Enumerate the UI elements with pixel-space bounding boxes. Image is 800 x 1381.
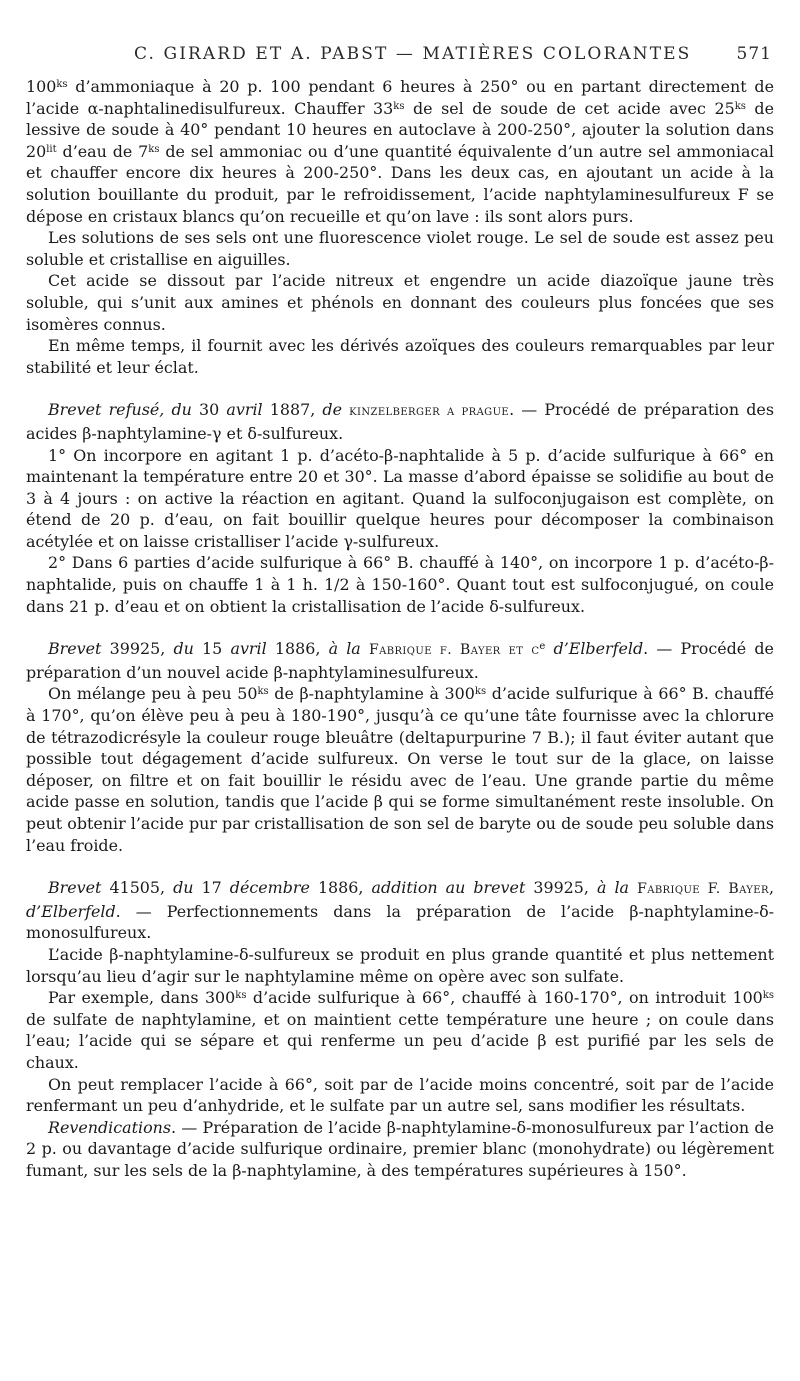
paragraph-3: Cet acide se dissout par l’acide nitreux et engendre un acide diazoïque jaune très soluble, qui s’unit aux amines et phénols en donnant des couleurs plus foncées que ses isomères connus. <box>26 271 774 334</box>
document-page <box>26 40 774 1182</box>
paragraph-13: On peut remplacer l’acide à 66°, soit par de l’acide moins concentré, soit par de l’acide renfermant un peu d’anhydride, et le sulfate par un autre sel, sans modifier les résultats. <box>26 1074 774 1116</box>
page-header <box>26 40 774 76</box>
section-gap <box>26 378 774 399</box>
patent-heading-refused: Brevet refusé, du 30 avril 1887, de kinzelberger a prague. — Procédé de préparation des acides β-naphtylamine-γ et δ-sulfureux. <box>26 400 774 443</box>
paragraph-6: 1° On incorpore en agitant 1 p. d’acéto-β-naphtalide à 5 p. d’acide sulfurique à 66° en maintenant la température entre 20 et 30°. La masse d’abord épaisse se solidifie au bout de 3 à 4 jours : on active la réaction en agitant. Quand la sulfoconjugaison est complète, on étend de 20 p. d’eau, on fait bouillir quelque heures pour décomposer la combinaison acétylée et on laisse cristalliser l’acide γ-sulfureux. <box>26 445 774 551</box>
patent-heading-39925: Brevet 39925, du 15 avril 1886, à la Fabrique f. Bayer et $c^e$ d’Elberfeld. — Procédé de préparation d’un nouvel acide β-naphtylaminesulfureux. <box>26 639 774 682</box>
page-number: 571 <box>736 44 772 64</box>
patent-heading-41505: Brevet 41505, du 17 décembre 1886, addition au brevet 39925, à la Fabrique F. Bayer, d’Elberfeld. — Perfectionnements dans la préparation de l’acide β-naphtylamine-δ-monosulfureux. <box>26 878 774 943</box>
paragraph-2: Les solutions de ses sels ont une fluorescence violet rouge. Le sel de soude est assez peu soluble et cristallise en aiguilles. <box>26 228 774 269</box>
body-text <box>26 76 774 1182</box>
section-gap <box>26 856 774 877</box>
section-gap <box>26 617 774 638</box>
paragraph-9: On mélange peu à peu $50^{ks}$ de β-naphtylamine à $300^{ks}$ d’acide sulfurique à 66° B. chauffé à 170°, qu’on élève peu à peu à 180-190°, jusqu’à ce qu’une tâte fournisse avec la chlorure de tétrazodicrésyle la couleur rouge bleuâtre (deltapurpurine 7 B.); il faut éviter autant que possible tout dégagement d’acide sulfureux. On verse le tout sur de la glace, on laisse déposer, on filtre et on fait bouillir le résidu avec de l’eau. Une grande partie du même acide passe en solution, tandis que l’acide β qui se forme simultanément reste insoluble. On peut obtenir l’acide pur par cristallisation de son sel de baryte ou de soude peu soluble dans l’eau froide. <box>26 684 775 855</box>
paragraph-12: Par exemple, dans $300^{ks}$ d’acide sulfurique à 66°, chauffé à 160-170°, on introduit $100^{ks}$ de sulfate de naphtylamine, et on maintient cette température une heure ; on coule dans l’eau; l’acide qui se sépare et qui renferme un peu d’acide β est purifié par les sels de chaux. <box>26 988 774 1072</box>
paragraph-11: L’acide β-naphtylamine-δ-sulfureux se produit en plus grande quantité et plus nettement lorsqu’au lieu d’agir sur le naphtylamine même on opère avec son sulfate. <box>26 944 774 986</box>
paragraph-4: En même temps, il fournit avec les dérivés azoïques des couleurs remarquables par leur stabilité et leur éclat. <box>26 336 774 377</box>
paragraph-7: 2° Dans 6 parties d’acide sulfurique à 66° B. chauffé à 140°, on incorpore 1 p. d’acéto-β-naphtalide, puis on chauffe 1 à 1 h. 1/2 à 150-160°. Quant tout est sulfoconjugué, on coule dans 21 p. d’eau et on obtient la cristallisation de l’acide δ-sulfureux. <box>26 553 774 616</box>
claims-paragraph: Revendications. — Préparation de l’acide β-naphtylamine-δ-monosulfureux par l’action de 2 p. ou davantage d’acide sulfurique ordinaire, premier blanc (monohydrate) ou légèrement fumant, sur les sels de la β-naphtylamine, à des températures supérieures à 150°. <box>26 1117 774 1180</box>
running-title: C. GIRARD ET A. PABST — MATIÈRES COLORANTES <box>134 44 692 64</box>
paragraph-1: $100^{ks}$ d’ammoniaque à 20 p. 100 pendant 6 heures à 250° ou en partant directement de l’acide α-naphtalinedisulfureux. Chauffer $33^{ks}$ de sel de soude de cet acide avec $25^{ks}$ de lessive de soude à 40° pendant 10 heures en autoclave à 200-250°, ajouter la solution dans $20^{lit}$ d’eau de $7^{ks}$ de sel ammoniac ou d’une quantité équivalente d’un autre sel ammoniacal et chauffer encore dix heures à 200-250°. Dans les deux cas, en ajoutant un acide à la solution bouillante du produit, par le refroidissement, l’acide naphtylaminesulfureux F se dépose en cristaux blancs qu’on recueille et qu’on lave : ils sont alors purs. <box>26 77 774 226</box>
